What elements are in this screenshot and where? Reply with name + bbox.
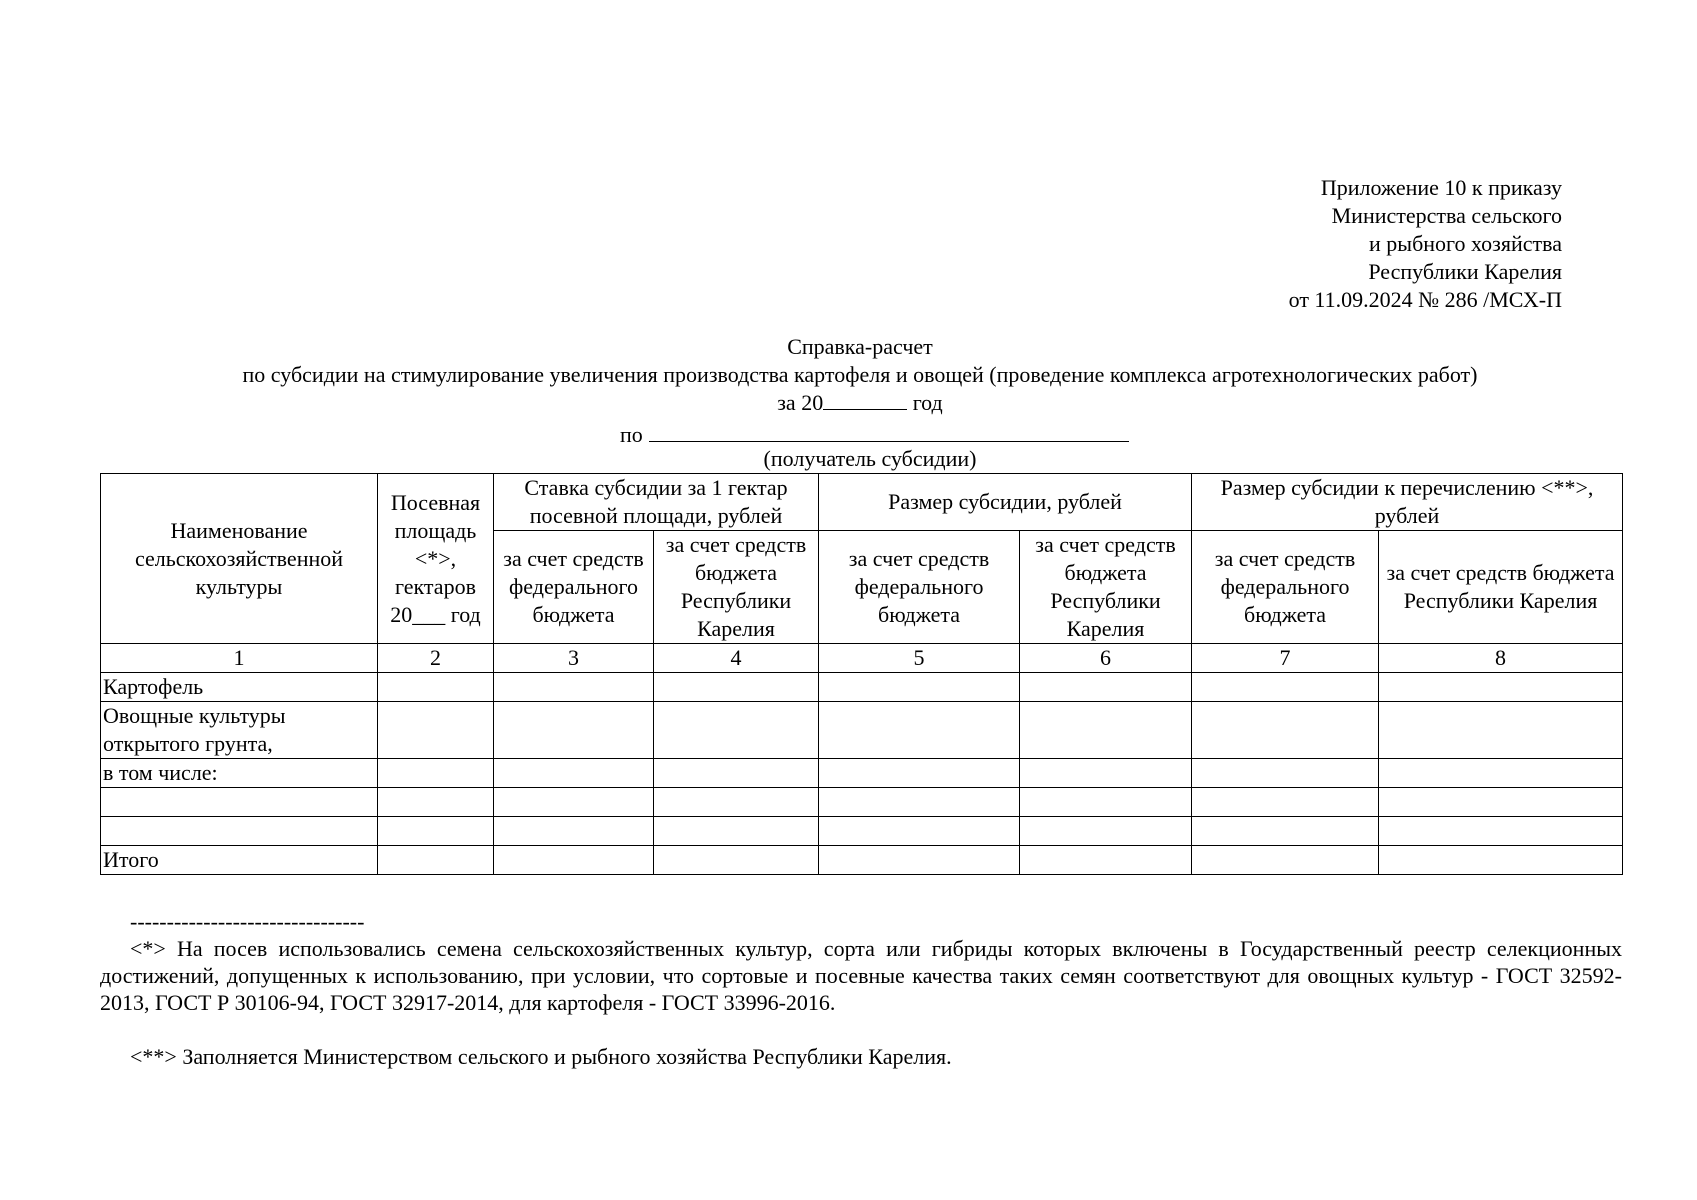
table-cell[interactable]	[1379, 846, 1623, 875]
table-cell[interactable]	[1020, 673, 1192, 702]
table-cell[interactable]	[819, 846, 1020, 875]
header-sown-area-text: Посевная площадь <*>, гектаров	[390, 489, 481, 599]
table-cell[interactable]	[1379, 817, 1623, 846]
footnote-seeds: <*> На посев использовались семена сельскохозяйственных культур, сорта или гибриды которых включены в Государственный реестр селекционных достижений, допущенных к использованию, при условии, что сортовые и посевные качества таких семян соответствуют для овощных культур - ГОСТ 32592-2013, ГОСТ Р 30106-94, ГОСТ 32917-2014, для картофеля - ГОСТ 33996-2016.	[100, 936, 1622, 1015]
subsidy-calculation-table	[100, 473, 1623, 875]
table-cell[interactable]	[378, 702, 494, 759]
table-cell[interactable]	[378, 817, 494, 846]
document-title: Справка-расчет	[787, 334, 933, 359]
document-subtitle: по субсидии на стимулирование увеличения производства картофеля и овощей (проведение комплекса агротехнологических работ)	[242, 362, 1478, 387]
table-row	[101, 702, 1623, 759]
table-cell[interactable]	[1379, 788, 1623, 817]
table-cell[interactable]	[494, 702, 654, 759]
table-cell[interactable]	[1192, 673, 1379, 702]
table-cell[interactable]	[654, 788, 819, 817]
year-line	[100, 389, 1620, 417]
table-cell[interactable]	[378, 846, 494, 875]
column-number: 8	[1379, 644, 1623, 673]
table-cell[interactable]	[654, 673, 819, 702]
table-cell[interactable]	[378, 759, 494, 788]
table-cell[interactable]	[819, 702, 1020, 759]
table-cell[interactable]	[1020, 817, 1192, 846]
column-number: 2	[378, 644, 494, 673]
column-number-row	[101, 644, 1623, 673]
appendix-line: Республики Карелия	[1368, 259, 1562, 284]
table-cell[interactable]	[494, 846, 654, 875]
table-row	[101, 788, 1623, 817]
column-number: 5	[819, 644, 1020, 673]
header-rate-group: Ставка субсидии за 1 гектар посевной площади, рублей	[494, 474, 819, 531]
table-row	[101, 673, 1623, 702]
table-cell[interactable]	[1020, 759, 1192, 788]
column-number: 1	[101, 644, 378, 673]
header-transfer-group: Размер субсидии к перечислению <**>, рублей	[1192, 474, 1623, 531]
recipient-prefix: по	[620, 422, 643, 447]
row-label[interactable]	[101, 788, 378, 817]
year-prefix: за 20	[777, 390, 824, 415]
column-number: 6	[1020, 644, 1192, 673]
appendix-line: Приложение 10 к приказу	[1320, 175, 1562, 200]
table-cell[interactable]	[654, 702, 819, 759]
column-number: 3	[494, 644, 654, 673]
year-blank-field[interactable]	[823, 389, 907, 410]
header-size-group: Размер субсидии, рублей	[819, 474, 1192, 531]
table-cell[interactable]	[1192, 702, 1379, 759]
recipient-hint: (получатель субсидии)	[763, 446, 977, 471]
table-cell[interactable]	[494, 788, 654, 817]
footnote-separator: --------------------------------	[130, 909, 365, 934]
table-cell[interactable]	[494, 673, 654, 702]
header-sown-area	[378, 474, 494, 644]
table-cell[interactable]	[819, 673, 1020, 702]
table-cell[interactable]	[1192, 846, 1379, 875]
table-cell[interactable]	[654, 759, 819, 788]
table-cell[interactable]	[1020, 846, 1192, 875]
table-cell[interactable]	[1379, 759, 1623, 788]
table-cell[interactable]	[1192, 759, 1379, 788]
recipient-blank-field[interactable]	[649, 419, 1129, 442]
header-rate-federal: за счет средств федерального бюджета	[494, 531, 654, 644]
year-suffix: год	[912, 390, 943, 415]
table-cell[interactable]	[494, 817, 654, 846]
header-transfer-republic: за счет средств бюджета Республики Карелия	[1379, 531, 1623, 644]
table-row	[101, 817, 1623, 846]
table-cell[interactable]	[1379, 702, 1623, 759]
document-heading	[100, 333, 1620, 417]
row-label: Картофель	[101, 673, 378, 702]
appendix-line: и рыбного хозяйства	[1369, 231, 1562, 256]
table-cell[interactable]	[1379, 673, 1623, 702]
row-label: Овощные культуры открытого грунта,	[101, 702, 378, 759]
table-cell[interactable]	[378, 673, 494, 702]
row-label[interactable]	[101, 817, 378, 846]
column-number: 4	[654, 644, 819, 673]
header-rate-republic: за счет средств бюджета Республики Карелия	[654, 531, 819, 644]
table-cell[interactable]	[378, 788, 494, 817]
header-size-republic: за счет средств бюджета Республики Карелия	[1020, 531, 1192, 644]
row-label: в том числе:	[101, 759, 378, 788]
table-row	[101, 759, 1623, 788]
table-cell[interactable]	[654, 817, 819, 846]
header-size-federal: за счет средств федерального бюджета	[819, 531, 1020, 644]
column-number: 7	[1192, 644, 1379, 673]
appendix-line: от 11.09.2024 № 286 /МСХ-П	[1288, 287, 1562, 312]
row-label-total: Итого	[101, 846, 378, 875]
header-sown-area-year: 20___ год	[390, 601, 481, 627]
table-cell[interactable]	[819, 759, 1020, 788]
table-cell[interactable]	[819, 788, 1020, 817]
table-cell[interactable]	[819, 817, 1020, 846]
header-transfer-federal: за счет средств федерального бюджета	[1192, 531, 1379, 644]
table-cell[interactable]	[654, 846, 819, 875]
table-cell[interactable]	[494, 759, 654, 788]
header-crop-name: Наименование сельскохозяйственной культуры	[101, 474, 378, 644]
appendix-reference	[1289, 174, 1562, 314]
table-cell[interactable]	[1192, 788, 1379, 817]
appendix-line: Министерства сельского	[1331, 203, 1562, 228]
table-cell[interactable]	[1020, 788, 1192, 817]
footnotes	[100, 908, 1622, 1070]
table-row-total	[101, 846, 1623, 875]
table-cell[interactable]	[1020, 702, 1192, 759]
footnote-ministry: <**> Заполняется Министерством сельского и рыбного хозяйства Республики Карелия.	[130, 1044, 952, 1069]
table-cell[interactable]	[1192, 817, 1379, 846]
